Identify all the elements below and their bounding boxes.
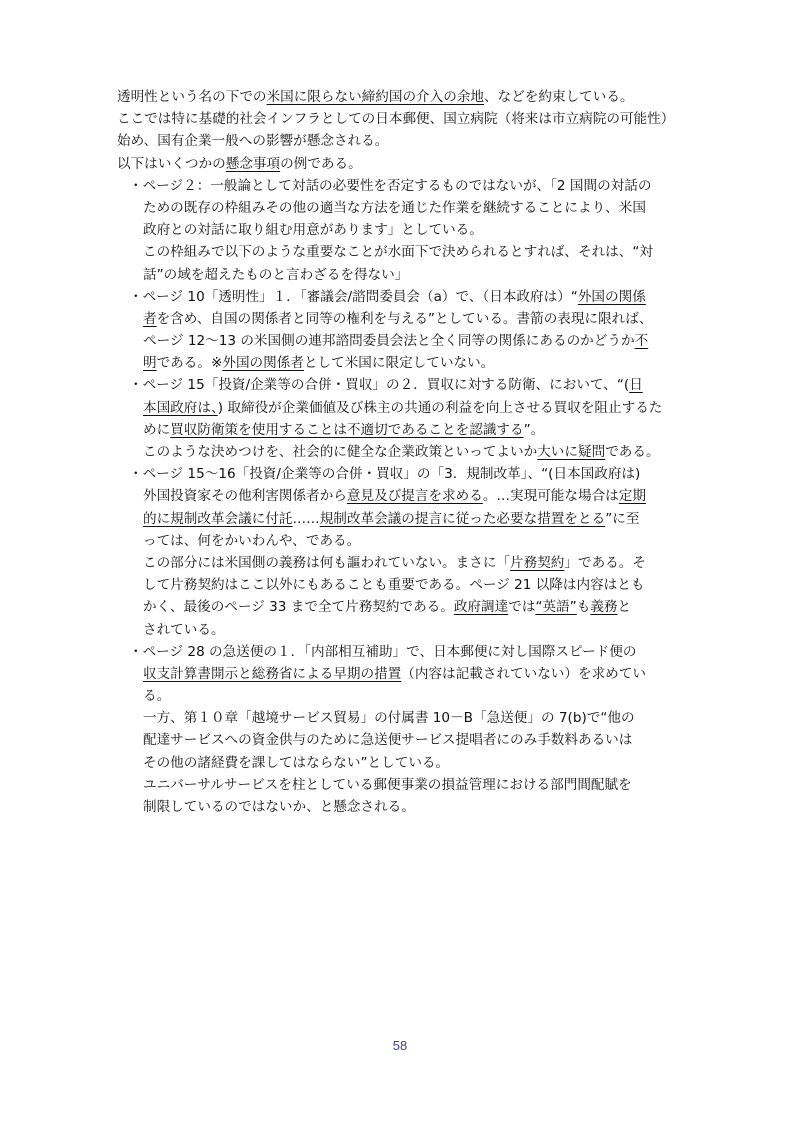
text-segment: ここでは特に基礎的社会インフラとしての日本郵便、国立病院（将来は市立病院の可能性） (117, 111, 675, 128)
text-segment: かく、最後のページ 33 まで全て片務契約である。 (143, 599, 454, 616)
text-segment: 一方、第１０章「越境サービス貿易」の付属書 10－B「急送便」の 7(b)で“他の (143, 710, 635, 727)
text-line (117, 619, 723, 641)
text-segment: の例である。 (280, 155, 362, 172)
underlined-text: 不 (634, 333, 649, 350)
text-segment: として米国に限定していない。 (303, 355, 495, 372)
page-number: 58 (392, 1038, 408, 1053)
underlined-text: 政府調達 (453, 599, 509, 616)
text-segment: である。 (605, 444, 660, 460)
text-line (117, 729, 723, 751)
text-segment: その他の諸経費を課してはならない”としている。 (143, 754, 450, 771)
text-segment: 外国投資家その他利害関係者から (143, 488, 347, 505)
text-segment: る。 (143, 688, 171, 705)
text-line (117, 574, 723, 596)
text-line (117, 286, 723, 308)
underlined-text: 本国政府は、 (143, 399, 218, 416)
text-line (117, 552, 723, 574)
text-line (117, 86, 723, 108)
text-segment: ・ページ 10「透明性」１．「審議会/諮問委員会（a）で、（日本政府は）“ (129, 288, 578, 305)
underlined-text: 義務 (590, 599, 618, 616)
underlined-text: “英語” (535, 599, 577, 616)
text-line (117, 153, 723, 175)
text-line (117, 352, 723, 374)
underlined-text: 者 (143, 310, 157, 327)
text-segment: ための既存の枠組みその他の適当な方法を通じた作業を継続することにより、米国 (143, 199, 646, 216)
underlined-text: 明 (143, 355, 157, 372)
text-line (117, 707, 723, 729)
text-line (117, 108, 723, 130)
text-segment: …… (292, 510, 320, 527)
underlined-text: 収支計算書開示と総務省による早期の措置 (143, 665, 402, 682)
text-line (117, 485, 723, 507)
text-segment: ・ページ 28 の急送便の１．「内部相互補助」で、日本郵便に対し国際スピード便の (129, 643, 637, 660)
text-segment: めに (143, 421, 171, 438)
underlined-text: 日 (629, 377, 643, 394)
text-segment: ) 取締役が企業価値及び株主の共通の利益を向上させる買収を阻止するた (217, 399, 663, 416)
underlined-text: 定期 (618, 488, 646, 505)
text-segment: （内容は記載されていない）を求めてい (401, 665, 646, 682)
text-line (117, 241, 723, 263)
text-line (117, 419, 723, 441)
text-line (117, 796, 723, 818)
text-line (117, 463, 723, 485)
text-segment: 始め、国有企業一般への影響が懸念される。 (117, 133, 389, 150)
underlined-text: 大いに疑問 (537, 444, 606, 460)
underlined-text: 外国の関係者 (222, 355, 304, 372)
text-segment: ユニバーサルサービスを柱としている郵便事業の損益管理における部門間配賦を (143, 776, 632, 793)
text-line (117, 219, 723, 241)
text-segment: 政府との対話に取り組む用意があります」としている。 (143, 222, 483, 239)
underlined-text: 的に規制改革会議に付託 (143, 510, 293, 527)
underlined-text: 米国に限らない締約国の介入の余地 (266, 89, 485, 105)
text-segment: この部分には米国側の義務は何も謳われていない。まさに「 (143, 554, 511, 571)
text-line (117, 441, 723, 463)
text-segment: を含め、自国の関係者と同等の権利を与える”としている。書箭の表現に限れば、 (156, 310, 653, 327)
text-line (117, 774, 723, 796)
text-segment: ”。 (523, 421, 545, 438)
text-segment: この枠組みで以下のような重要なことが水面下で決められるとすれば、それは、“対 (143, 244, 654, 261)
underlined-text: 規制改革会議の提言に従った必要な措置をとる (319, 510, 606, 527)
text-segment: ・ページ２：一般論として対話の必要性を否定するものではないが、「2 国間の対話の (129, 177, 652, 194)
text-line (117, 197, 723, 219)
text-line (117, 685, 723, 707)
text-segment: 、などを約束している。 (484, 89, 634, 105)
text-line (117, 330, 723, 352)
underlined-text: 片務契約 (510, 554, 565, 571)
underlined-text: 外国の関係 (577, 288, 646, 305)
text-segment: 話”の域を超えたものと言わざるを得ない」 (143, 266, 409, 283)
text-segment: ・ページ 15「投資/企業等の合併・買収」の２．買収に対する防衛、において、“( (129, 377, 630, 394)
underlined-text: 意見及び提言を求める (346, 488, 483, 505)
text-line (117, 641, 723, 663)
text-line (117, 530, 723, 552)
text-segment: っては、何をかいわんや、である。 (143, 532, 361, 549)
underlined-text: 買収防衛策を使用することは不適切であることを認識する (170, 421, 524, 438)
text-segment: 制限しているのではないか、と懸念される。 (143, 799, 415, 815)
underlined-text: 懸念事項 (225, 155, 281, 172)
text-line (117, 663, 723, 685)
text-segment: 以下はいくつかの (117, 155, 226, 172)
text-segment: である。※ (156, 355, 223, 372)
text-segment: 」である。そ (564, 554, 646, 571)
text-segment: では (508, 599, 536, 616)
text-line (117, 308, 723, 330)
text-line (117, 374, 723, 396)
text-segment: 配達サービスへの資金供与のために急送便サービス提唱者にのみ手数料あるいは (143, 732, 633, 749)
text-line (117, 175, 723, 197)
text-line (117, 508, 723, 530)
text-segment: して片務契約はここ以外にもあることも重要である。ページ 21 以降は内容はとも (143, 577, 645, 594)
text-segment: ページ 12～13 の米国側の連邦諮問委員会法と全く同等の関係にあるのかどうか (143, 333, 635, 350)
text-segment: 透明性という名の下での (117, 89, 267, 105)
text-segment: と (617, 599, 632, 616)
text-line (117, 752, 723, 774)
text-segment: このような決めつけを、社会的に健全な企業政策といってよいか (143, 444, 538, 460)
text-line (117, 596, 723, 618)
text-segment: されている。 (143, 621, 225, 638)
text-segment: ”に至 (605, 510, 640, 527)
text-line (117, 397, 723, 419)
text-segment: 。…実現可能な場合は (482, 488, 619, 505)
text-line (117, 130, 723, 152)
text-segment: ・ページ 15～16「投資/企業等の合併・買収」の「3．規制改革」、“(日本国政府は) (129, 466, 641, 483)
document-body (117, 86, 723, 818)
text-line (117, 264, 723, 286)
text-segment: も (576, 599, 591, 616)
